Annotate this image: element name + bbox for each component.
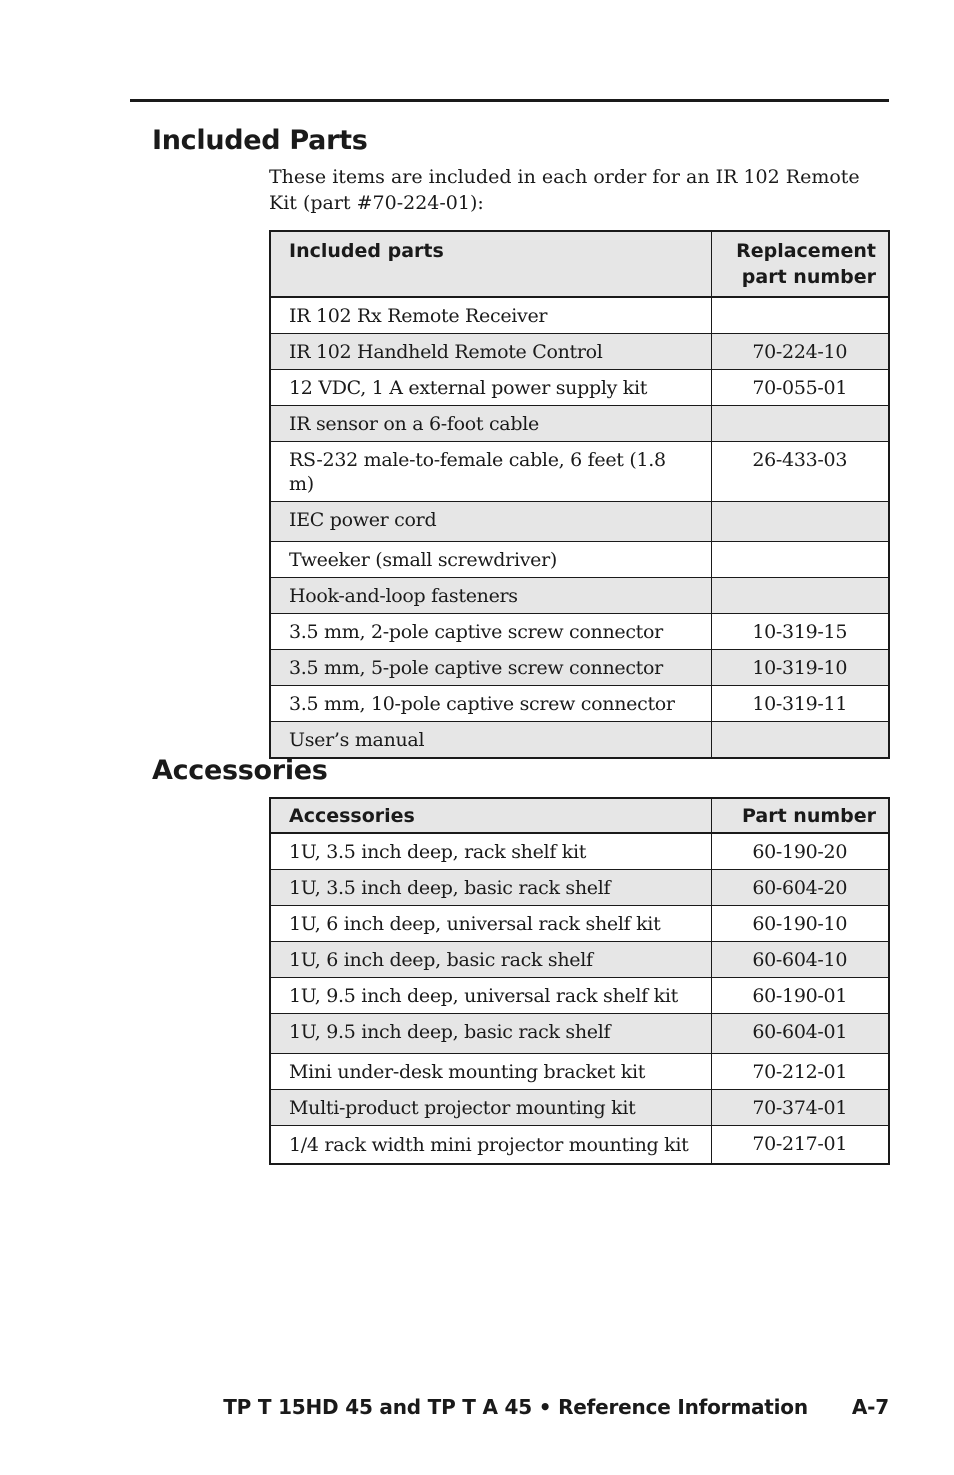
table-row: [270, 722, 889, 759]
table-row: [270, 1090, 889, 1126]
table-header-row: [270, 231, 889, 297]
part-name: 12 VDC, 1 A external power supply kit: [270, 370, 711, 406]
part-name: IR 102 Rx Remote Receiver: [270, 297, 711, 334]
part-number: 60-190-20: [711, 833, 889, 870]
table-row: [270, 502, 889, 542]
page-footer: [223, 1395, 889, 1419]
part-number: 70-212-01: [711, 1054, 889, 1090]
part-name: IR sensor on a 6-foot cable: [270, 406, 711, 442]
part-name: 3.5 mm, 5-pole captive screw connector: [270, 650, 711, 686]
table-row: [270, 650, 889, 686]
part-number: 70-055-01: [711, 370, 889, 406]
table-row: [270, 578, 889, 614]
accessory-name: 1U, 9.5 inch deep, universal rack shelf kit: [270, 978, 711, 1014]
table-row: [270, 370, 889, 406]
table-row: [270, 686, 889, 722]
part-number: 10-319-11: [711, 686, 889, 722]
table-row: [270, 1014, 889, 1054]
table-row: [270, 942, 889, 978]
footer-title: TP T 15HD 45 and TP T A 45 • Reference Information: [223, 1395, 808, 1419]
part-number: 60-604-20: [711, 870, 889, 906]
part-name: 3.5 mm, 2-pole captive screw connector: [270, 614, 711, 650]
part-name: IR 102 Handheld Remote Control: [270, 334, 711, 370]
table-row: [270, 906, 889, 942]
part-number: 60-604-10: [711, 942, 889, 978]
accessory-name: Multi-product projector mounting kit: [270, 1090, 711, 1126]
table-row: [270, 614, 889, 650]
table-row: [270, 542, 889, 578]
part-number: [711, 502, 889, 542]
table-row: [270, 1054, 889, 1090]
column-header-included-parts: Included parts: [270, 231, 711, 297]
part-number: 70-217-01: [711, 1126, 889, 1165]
accessory-name: 1/4 rack width mini projector mounting kit: [270, 1126, 711, 1165]
table-row: [270, 1126, 889, 1165]
column-header-part-number: Part number: [711, 798, 889, 833]
part-number: [711, 722, 889, 759]
accessory-name: Mini under-desk mounting bracket kit: [270, 1054, 711, 1090]
part-number: 70-224-10: [711, 334, 889, 370]
section-heading-included-parts: Included Parts: [152, 125, 368, 156]
part-number: [711, 578, 889, 614]
page-number: A-7: [851, 1395, 889, 1419]
part-number: [711, 297, 889, 334]
column-header-replacement-part-number: Replacement part number: [711, 231, 889, 297]
accessories-table: [269, 797, 890, 1165]
accessory-name: 1U, 9.5 inch deep, basic rack shelf: [270, 1014, 711, 1054]
part-name: IEC power cord: [270, 502, 711, 542]
accessory-name: 1U, 3.5 inch deep, rack shelf kit: [270, 833, 711, 870]
table-row: [270, 406, 889, 442]
section-heading-accessories: Accessories: [152, 755, 328, 786]
part-name: Tweeker (small screwdriver): [270, 542, 711, 578]
table-header-row: [270, 798, 889, 833]
included-parts-table: [269, 230, 890, 759]
table-row: [270, 978, 889, 1014]
table-row: [270, 833, 889, 870]
part-number: [711, 406, 889, 442]
part-number: [711, 542, 889, 578]
included-parts-intro: These items are included in each order for an IR 102 Remote Kit (part #70-224-01):: [269, 166, 860, 214]
part-number: 70-374-01: [711, 1090, 889, 1126]
part-name: Hook-and-loop fasteners: [270, 578, 711, 614]
accessory-name: 1U, 6 inch deep, basic rack shelf: [270, 942, 711, 978]
accessory-name: 1U, 6 inch deep, universal rack shelf kit: [270, 906, 711, 942]
table-row: [270, 297, 889, 334]
table-row: [270, 870, 889, 906]
top-rule: [130, 99, 889, 102]
part-name: User’s manual: [270, 722, 711, 759]
part-number: 26-433-03: [711, 442, 889, 502]
part-number: 60-190-01: [711, 978, 889, 1014]
column-header-accessories: Accessories: [270, 798, 711, 833]
part-name: 3.5 mm, 10-pole captive screw connector: [270, 686, 711, 722]
accessory-name: 1U, 3.5 inch deep, basic rack shelf: [270, 870, 711, 906]
part-number: 60-190-10: [711, 906, 889, 942]
part-number: 10-319-15: [711, 614, 889, 650]
part-name: RS-232 male-to-female cable, 6 feet (1.8 m): [270, 442, 711, 502]
table-row: [270, 442, 889, 502]
table-row: [270, 334, 889, 370]
part-number: 60-604-01: [711, 1014, 889, 1054]
part-number: 10-319-10: [711, 650, 889, 686]
